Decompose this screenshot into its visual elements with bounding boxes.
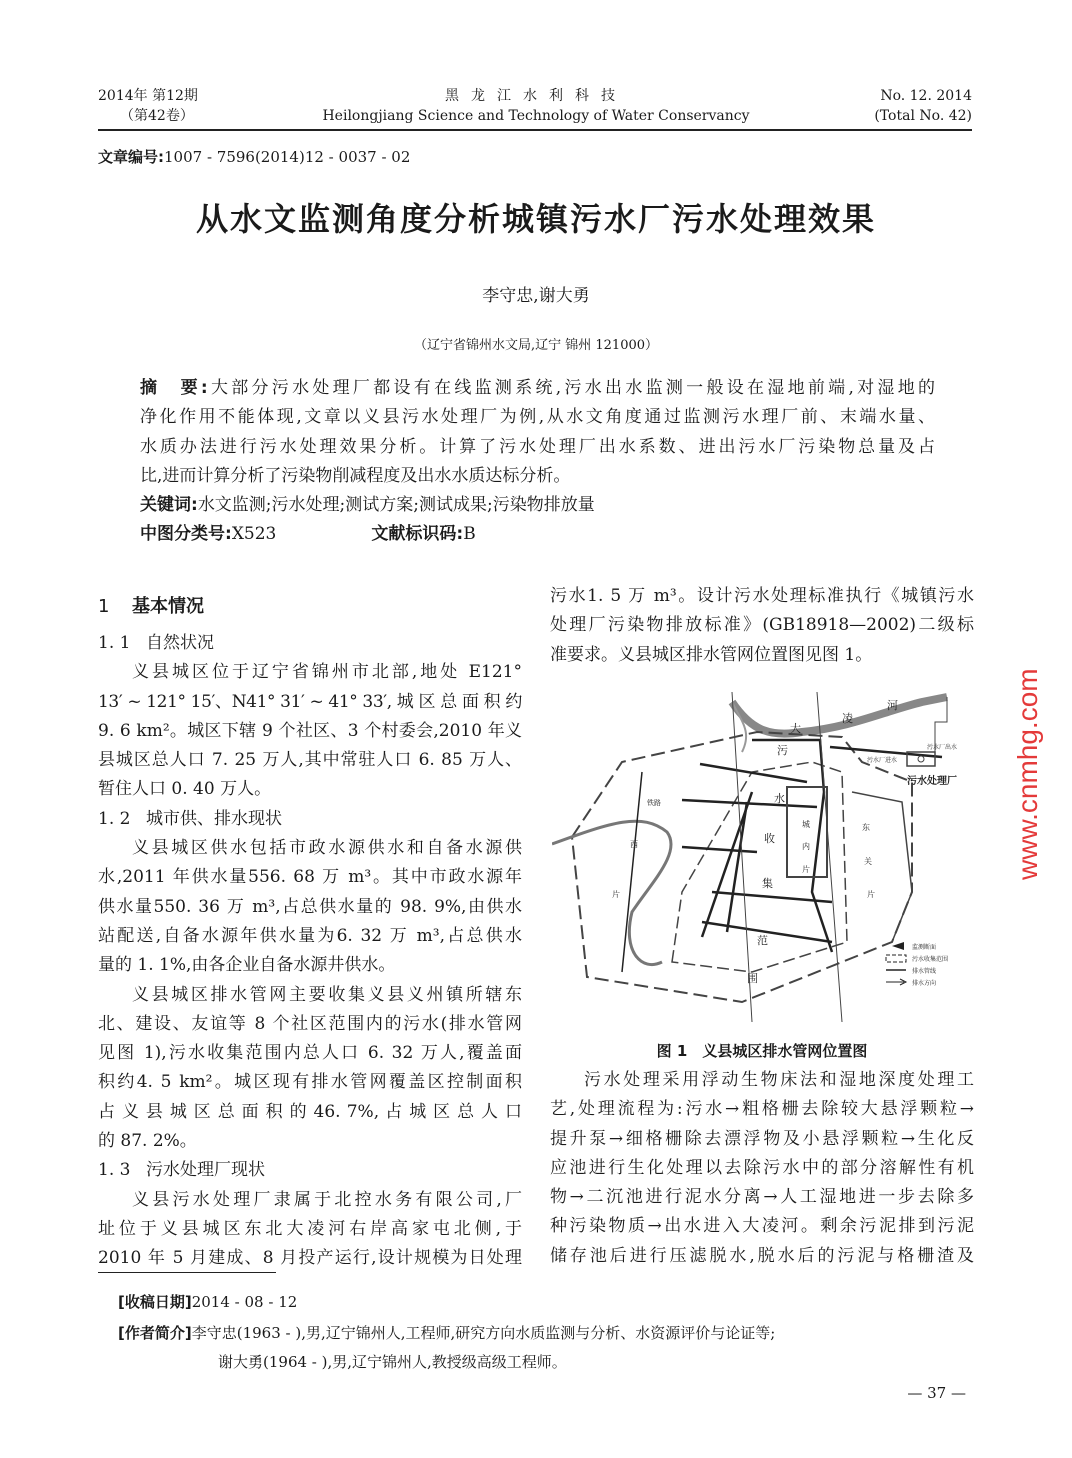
section-heading bbox=[98, 592, 522, 629]
paper-title: 从水文监测角度分析城镇污水厂污水处理效果 bbox=[195, 200, 876, 238]
total-no: (Total No. 42) bbox=[874, 108, 972, 124]
page-number: — 37 — bbox=[907, 1384, 966, 1402]
heading-text: 城市供、排水现状 bbox=[146, 808, 282, 829]
river bbox=[732, 697, 947, 734]
keywords-text: 水文监测;污水处理;测试方案;测试成果;污染物排放量 bbox=[197, 495, 595, 516]
drainage-network-map bbox=[552, 692, 970, 1022]
map-label-river: 河 bbox=[887, 699, 898, 712]
issue-number bbox=[874, 86, 972, 126]
paragraph-line: 13′ ~ 121° 15′、N41° 31′ ~ 41° 33′, 城 区 总 面 积 约 bbox=[98, 691, 522, 712]
paragraph-line: 县城区总人口 7. 25 万人,其中常驻人口 6. 85 万人、 bbox=[98, 750, 522, 771]
abstract-text: 大部分污水处理厂都设有在线监测系统,污水出水监测一般设在湿地前端,对湿地的 bbox=[207, 378, 935, 398]
map-label-east: 东 bbox=[862, 823, 870, 832]
paragraph-line: 量的 1. 1%,由各企业自备水源井供水。 bbox=[98, 955, 396, 976]
watermark: www.cnmhg.com bbox=[1012, 668, 1043, 880]
heading-number: 1. 1 bbox=[98, 633, 131, 653]
heading-number: 1. 3 bbox=[98, 1160, 131, 1181]
paragraph-line: 种污染物质→出水进入大凌河。剩余污泥排到污泥 bbox=[550, 1216, 974, 1237]
clc-value: X523 bbox=[231, 524, 277, 545]
volume: （第42卷） bbox=[120, 108, 194, 124]
map-label-collect: 水 bbox=[774, 792, 785, 805]
heading-number: 1. 2 bbox=[98, 808, 131, 829]
legend-label: 排水方向 bbox=[912, 980, 937, 987]
paragraph-line: 义县城区供水包括市政水源供水和自备水源供 bbox=[132, 838, 522, 859]
left-column bbox=[98, 592, 522, 1274]
article-number bbox=[98, 146, 410, 167]
paragraph-line: 见图 1),污水收集范围内总人口 6. 32 万人,覆盖面 bbox=[98, 1043, 522, 1064]
abstract-line bbox=[140, 374, 935, 403]
map-label-east: 关 bbox=[864, 857, 872, 866]
paragraph-line: 占 义 县 城 区 总 面 积 的 46. 7%, 占 城 区 总 人 口 bbox=[98, 1101, 522, 1122]
footnote-rule bbox=[98, 1272, 276, 1273]
authors: 李守忠,谢大勇 bbox=[482, 286, 590, 306]
paragraph-line: 物→二沉池进行泥水分离→人工湿地进一步去除多 bbox=[550, 1187, 974, 1208]
journal-name bbox=[300, 86, 772, 126]
subsection-heading bbox=[98, 1156, 522, 1185]
monitoring-section-icon bbox=[892, 942, 904, 950]
issue-no: No. 12. 2014 bbox=[880, 88, 972, 104]
map-label-plant: 污水处理厂 bbox=[907, 776, 957, 787]
inner-district-block bbox=[787, 787, 827, 877]
map-label-river: 大 bbox=[790, 722, 801, 735]
paragraph-line: 2010 年 5 月建成、8 月投产运行,设计规模为日处理 bbox=[98, 1248, 522, 1269]
map-legend bbox=[886, 942, 948, 987]
abstract bbox=[140, 374, 935, 550]
paragraph-line: 义县污水处理厂隶属于北控水务有限公司,厂 bbox=[132, 1189, 522, 1210]
paragraph-line: 积约4. 5 km²。城区现有排水管网覆盖区控制面积 bbox=[98, 1072, 522, 1093]
paragraph-line: 处理厂污染物排放标准》(GB18918—2002)二级标 bbox=[550, 615, 974, 636]
paragraph-line: 污水处理采用浮动生物床法和湿地深度处理工 bbox=[584, 1070, 974, 1090]
doc-code-value: B bbox=[463, 524, 476, 545]
abstract-line: 水质办法进行污水处理效果分析。计算了污水处理厂出水系数、进出污水厂污染物总量及占 bbox=[140, 436, 935, 457]
map-label-collect: 污 bbox=[777, 744, 788, 757]
map-label-inner: 城 bbox=[802, 820, 810, 829]
bio-line: 李守忠(1963 - ),男,辽宁锦州人,工程师,研究方向水质监测与分析、水资源评价与论证等; bbox=[191, 1324, 776, 1342]
map-label-inner: 片 bbox=[802, 865, 810, 874]
subsection-heading bbox=[98, 805, 522, 834]
paragraph-line: 暂住人口 0. 40 万人。 bbox=[98, 779, 272, 800]
year-issue: 2014年 第12期 bbox=[98, 88, 198, 104]
map-label-river: 凌 bbox=[842, 712, 853, 725]
map-label-inner: 内 bbox=[802, 842, 810, 851]
right-column-top bbox=[550, 582, 974, 670]
map-label-railway: 铁路 bbox=[647, 799, 661, 807]
paragraph-line: 艺,处理流程为:污水→粗格栅去除较大悬浮颗粒→ bbox=[550, 1099, 974, 1120]
article-number-label: 文章编号: bbox=[98, 148, 164, 166]
classification bbox=[140, 520, 935, 549]
heading-text: 基本情况 bbox=[132, 596, 204, 617]
map-label-collect: 收 bbox=[764, 832, 775, 845]
abstract-line: 净化作用不能体现,文章以义县污水处理厂为例,从水文角度通过监测污水理厂前、末端水量、 bbox=[140, 407, 935, 428]
paragraph-line: 义县城区排水管网主要收集义县义州镇所辖东 bbox=[132, 984, 522, 1005]
heading-text: 污水处理厂现状 bbox=[146, 1160, 265, 1181]
map-label-east: 片 bbox=[867, 890, 875, 899]
figure-caption: 图 1 义县城区排水管网位置图 bbox=[656, 1042, 868, 1060]
paragraph-line: 北、建设、友谊等 8 个社区范围内的污水(排水管网 bbox=[98, 1013, 522, 1034]
map-label-collect: 范 bbox=[757, 934, 768, 947]
abstract-line: 比,进而计算分析了污染物削减程度及出水水质达标分析。 bbox=[140, 465, 571, 486]
heading-text: 自然状况 bbox=[146, 633, 214, 653]
heading-number: 1 bbox=[98, 596, 110, 617]
clc-label: 中图分类号: bbox=[140, 524, 232, 545]
map-label-collect: 集 bbox=[762, 877, 773, 890]
paragraph-line: 应池进行生化处理以去除污水中的部分溶解性有机 bbox=[550, 1157, 974, 1178]
map-label-collect: 围 bbox=[747, 972, 758, 985]
paragraph-line: 提升泵→细格栅除去漂浮物及小悬浮颗粒→生化反 bbox=[550, 1128, 974, 1149]
bio-label: [作者简介] bbox=[118, 1324, 192, 1342]
issue-info bbox=[98, 86, 198, 126]
paragraph-line: 水,2011 年供水量556. 68 万 m³。其中市政水源年 bbox=[98, 867, 522, 888]
received-label: [收稿日期] bbox=[118, 1293, 192, 1311]
paragraph-line: 义县城区位于辽宁省锦州市北部,地处 E121° bbox=[132, 662, 522, 683]
abstract-label: 摘 要: bbox=[140, 378, 208, 398]
article-number-value: 1007 - 7596(2014)12 - 0037 - 02 bbox=[164, 148, 411, 166]
right-column-bottom bbox=[550, 1066, 974, 1271]
paragraph-line: 站配送,自备水源年供水量为6. 32 万 m³,占总供水 bbox=[98, 925, 522, 946]
legend-label: 排水管线 bbox=[912, 968, 937, 975]
paragraph-line: 的 87. 2%。 bbox=[98, 1131, 197, 1152]
received-date bbox=[118, 1291, 297, 1313]
journal-name-cn: 黑龙江水利科技 bbox=[445, 88, 627, 104]
doc-code-label: 文献标识码: bbox=[371, 524, 464, 545]
map-label-plant-out: 污水厂出水 bbox=[927, 744, 958, 751]
legend-label: 污水收集范围 bbox=[912, 956, 949, 963]
paragraph-line: 准要求。义县城区排水管网位置图见图 1。 bbox=[550, 644, 873, 665]
header-rule bbox=[98, 129, 972, 131]
legend-label: 监测断面 bbox=[912, 944, 937, 951]
map-label-plant-in: 污水厂进水 bbox=[867, 757, 898, 764]
map-label-west: 西 bbox=[630, 840, 638, 849]
author-bio bbox=[118, 1322, 775, 1344]
keywords-label: 关键词: bbox=[140, 495, 198, 516]
map-label-west: 片 bbox=[612, 890, 620, 899]
paragraph-line: 储存池后进行压滤脱水,脱水后的污泥与格栅渣及 bbox=[550, 1245, 974, 1266]
affiliation: （辽宁省锦州水文局,辽宁 锦州 121000） bbox=[413, 338, 659, 353]
subsection-heading bbox=[98, 629, 522, 658]
bio-line: 谢大勇(1964 - ),男,辽宁锦州人,教授级高级工程师。 bbox=[218, 1353, 567, 1371]
paragraph-line: 供水量550. 36 万 m³,占总供水量的 98. 9%,由供水 bbox=[98, 896, 522, 917]
arrow-icon bbox=[886, 979, 906, 985]
paragraph-line: 9. 6 km²。城区下辖 9 个社区、3 个村委会,2010 年义 bbox=[98, 720, 522, 741]
received-value: 2014 - 08 - 12 bbox=[191, 1293, 298, 1311]
paragraph-line: 址位于义县城区东北大凌河右岸高家屯北侧,于 bbox=[98, 1218, 522, 1239]
journal-name-en: Heilongjiang Science and Technology of Water Conservancy bbox=[322, 108, 750, 124]
keywords bbox=[140, 491, 935, 520]
paragraph-line: 污水1. 5 万 m³。设计污水处理标准执行《城镇污水 bbox=[550, 586, 974, 606]
